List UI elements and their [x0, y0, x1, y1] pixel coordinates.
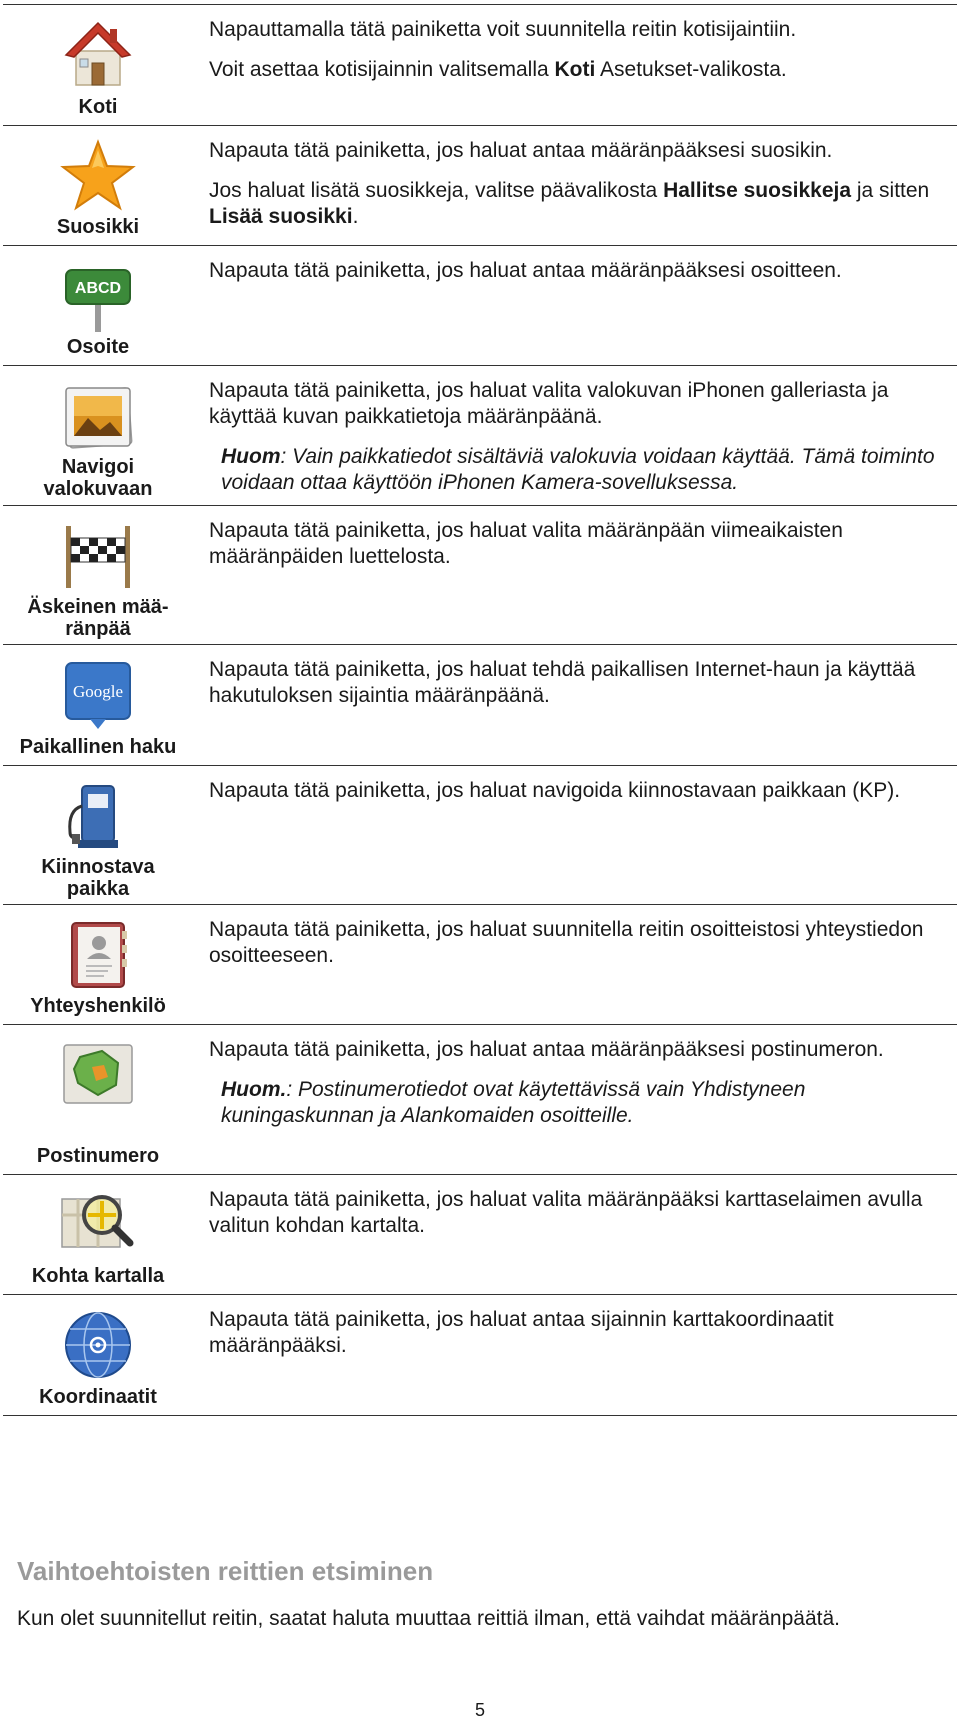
page-number: 5	[474, 1700, 485, 1720]
postcode-map-icon	[58, 1035, 138, 1115]
option-label: Kohta kartalla	[31, 1265, 165, 1287]
option-label: Äskeinen mää- ränpää	[27, 596, 169, 640]
option-label: Postinumero	[36, 1145, 160, 1167]
table-row	[3, 366, 957, 506]
option-note: Huom.: Postinumerotiedot ovat käytettävissä vain Yhdistyneen kuningaskunnan ja Alankomaiden osoitteille.	[221, 1078, 806, 1127]
table-row	[3, 246, 957, 366]
option-description: Napauttamalla tätä painiketta voit suunnitella reitin kotisijaintiin.	[209, 18, 797, 41]
globe-icon	[58, 1305, 138, 1385]
option-description: Napauta tätä painiketta, jos haluat tehdä paikallisen Internet-haun ja käyttää hakutuloksen sijaintia määränpäänä.	[209, 658, 916, 707]
star-icon	[58, 136, 138, 216]
option-description: Voit asettaa kotisijainnin valitsemalla Koti Asetukset-valikosta.	[209, 58, 787, 81]
option-description: Napauta tätä painiketta, jos haluat suunnitella reitin osoitteistosi yhteystiedon osoitteeseen.	[209, 918, 924, 967]
option-description: Napauta tätä painiketta, jos haluat antaa määränpääksesi postinumeron.	[209, 1038, 884, 1061]
checkered-flag-icon	[58, 516, 138, 596]
google-icon	[58, 655, 138, 735]
destination-options-table	[3, 4, 957, 1416]
option-label: Yhteyshenkilö	[30, 995, 166, 1017]
option-description: Napauta tätä painiketta, jos haluat antaa sijainnin karttakoordinaatit määränpääksi.	[209, 1308, 834, 1357]
photo-gallery-icon	[58, 376, 138, 456]
option-description: Napauta tätä painiketta, jos haluat valita määränpään viimeaikaisten määränpäiden luettelosta.	[209, 519, 843, 568]
home-icon	[58, 15, 138, 95]
option-label: Suosikki	[56, 216, 140, 238]
option-label: Paikallinen haku	[19, 736, 177, 758]
map-magnifier-icon	[58, 1185, 138, 1265]
table-row	[3, 5, 957, 126]
option-label: Kiinnostava paikka	[41, 856, 155, 900]
option-description: Napauta tätä painiketta, jos haluat valita määränpääksi karttaselaimen avulla valitun kohdan kartalta.	[209, 1188, 923, 1237]
table-row	[3, 766, 957, 905]
option-label: Navigoi valokuvaan	[43, 456, 153, 500]
table-row	[3, 1025, 957, 1175]
svg-text:ABCD: ABCD	[74, 280, 122, 297]
body-paragraph: Kun olet suunnitellut reitin, saatat haluta muuttaa reittiä ilman, että vaihdat määränpäätä.	[17, 1607, 840, 1630]
table-row	[3, 645, 957, 766]
address-sign-icon	[58, 256, 138, 336]
option-description: Napauta tätä painiketta, jos haluat navigoida kiinnostavaan paikkaan (KP).	[209, 779, 901, 802]
svg-text:Google: Google	[72, 682, 124, 701]
option-description: Napauta tätä painiketta, jos haluat antaa määränpääksesi suosikin.	[209, 139, 833, 162]
option-label: Osoite	[66, 336, 130, 358]
option-label: Koti	[78, 96, 118, 118]
address-book-icon	[58, 915, 138, 995]
table-row	[3, 1295, 957, 1416]
table-row	[3, 126, 957, 246]
table-row	[3, 506, 957, 645]
section-title: Vaihtoehtoisten reittien etsiminen	[17, 1556, 434, 1586]
table-row	[3, 1175, 957, 1295]
option-description: Jos haluat lisätä suosikkeja, valitse päävalikosta Hallitse suosikkeja ja sitten Lisää suosikki.	[209, 179, 930, 228]
option-note: Huom: Vain paikkatiedot sisältäviä valokuvia voidaan käyttää. Tämä toiminto voidaan ottaa käyttöön iPhonen Kamera-sovelluksessa.	[221, 445, 935, 494]
option-label: Koordinaatit	[39, 1386, 157, 1408]
fuel-pump-icon	[58, 776, 138, 856]
option-description: Napauta tätä painiketta, jos haluat antaa määränpääksesi osoitteen.	[209, 259, 842, 282]
option-description: Napauta tätä painiketta, jos haluat valita valokuvan iPhonen galleriasta ja käyttää kuvan paikkatietoja määränpäänä.	[209, 379, 889, 428]
table-row	[3, 905, 957, 1025]
